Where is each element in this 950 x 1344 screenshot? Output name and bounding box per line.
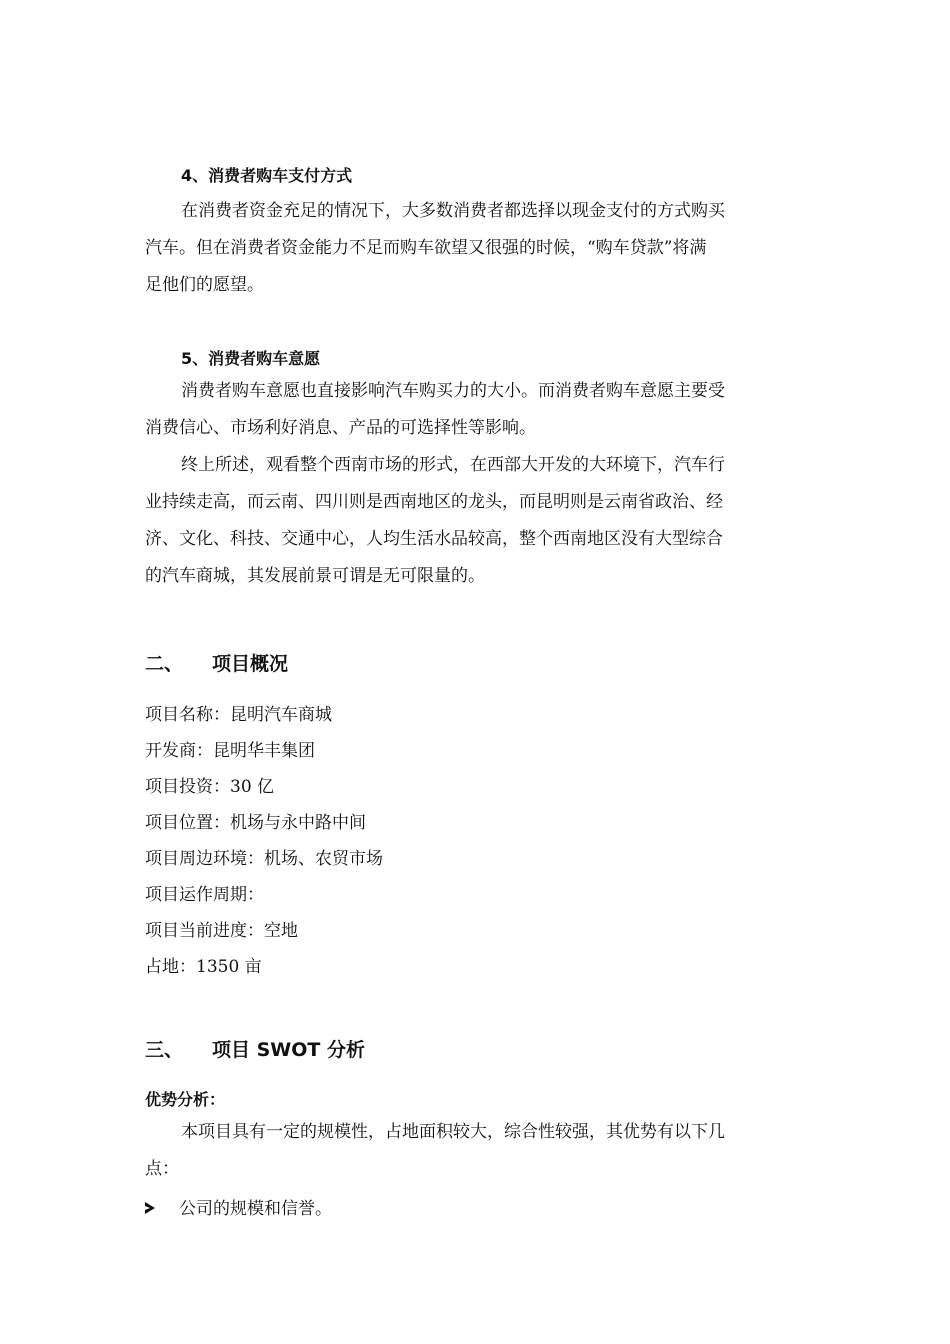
bullet-text: 公司的规模和信誉。 bbox=[179, 1199, 332, 1219]
info-operation-cycle: 项目运作周期： bbox=[145, 885, 264, 905]
info-land-area: 占地：1350 亩 bbox=[145, 957, 262, 977]
section-title: 项目概况 bbox=[212, 653, 289, 675]
paragraph-line: 消费信心、市场利好消息、产品的可选择性等影响。 bbox=[145, 418, 536, 438]
paragraph-line: 的汽车商城，其发展前景可谓是无可限量的。 bbox=[145, 566, 485, 586]
paragraph-line: 汽车。但在消费者资金能力不足而购车欲望又很强的时候，“购车贷款”将满 bbox=[145, 238, 707, 258]
paragraph-strength-intro bbox=[145, 1114, 807, 1188]
paragraph-line: 业持续走高，而云南、四川则是西南地区的龙头，而昆明则是云南省政治、经 bbox=[145, 492, 723, 512]
info-investment: 项目投资：30 亿 bbox=[145, 777, 275, 797]
paragraph-line: 济、文化、科技、交通中心，人均生活水品较高，整个西南地区没有大型综合 bbox=[145, 529, 723, 549]
paragraph-line: 消费者购车意愿也直接影响汽车购买力的大小。而消费者购车意愿主要受 bbox=[181, 381, 725, 401]
info-location: 项目位置：机场与永中路中间 bbox=[145, 813, 366, 833]
section-heading-swot bbox=[145, 1035, 365, 1062]
paragraph-payment-method bbox=[145, 193, 807, 304]
paragraph-purchase-intention bbox=[145, 373, 807, 447]
section-number: 二、 bbox=[145, 653, 184, 675]
subheading-payment-method: 4、消费者购车支付方式 bbox=[181, 166, 353, 185]
paragraph-line: 点： bbox=[145, 1159, 179, 1179]
subheading-purchase-intention: 5、消费者购车意愿 bbox=[181, 349, 321, 368]
section-title: 项目 SWOT 分析 bbox=[212, 1039, 365, 1061]
info-current-progress: 项目当前进度：空地 bbox=[145, 921, 298, 941]
info-developer: 开发商：昆明华丰集团 bbox=[145, 741, 315, 761]
paragraph-line: 在消费者资金充足的情况下，大多数消费者都选择以现金支付的方式购买 bbox=[181, 201, 725, 221]
paragraph-line: 终上所述，观看整个西南市场的形式，在西部大开发的大环境下，汽车行 bbox=[181, 455, 725, 475]
bullet-item bbox=[145, 1194, 332, 1219]
paragraph-line: 本项目具有一定的规模性，占地面积较大，综合性较强，其优势有以下几 bbox=[181, 1122, 725, 1142]
section-number: 三、 bbox=[145, 1039, 184, 1061]
section-heading-project-overview bbox=[145, 649, 288, 676]
arrow-bullet-icon bbox=[145, 1202, 155, 1214]
info-surroundings: 项目周边环境：机场、农贸市场 bbox=[145, 849, 383, 869]
info-project-name: 项目名称：昆明汽车商城 bbox=[145, 705, 332, 725]
paragraph-summary bbox=[145, 447, 807, 595]
strength-analysis-label: 优势分析： bbox=[145, 1090, 226, 1109]
paragraph-line: 足他们的愿望。 bbox=[145, 275, 264, 295]
